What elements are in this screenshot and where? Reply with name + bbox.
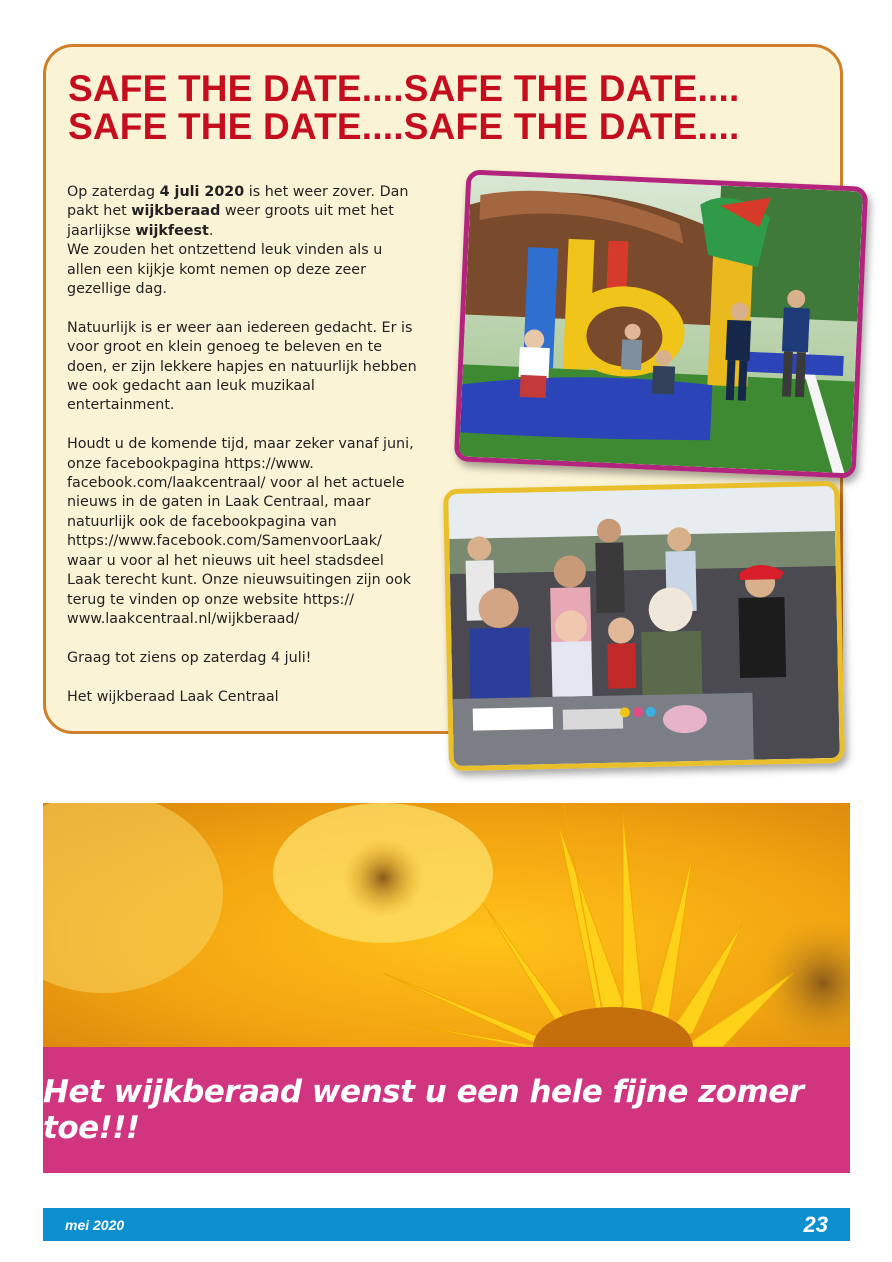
banner-strip — [43, 1047, 850, 1173]
intro-text-3: weer groots uit met het jaarlijkse — [67, 203, 394, 239]
intro-text-5: We zouden het ontzettend leuk vinden als u allen een kijkje komt nemen op deze zeer gezellige dag. — [67, 242, 383, 298]
page-number: 23 — [803, 1212, 828, 1237]
article-body — [67, 183, 417, 726]
summer-banner — [43, 803, 850, 1173]
banner-text: Het wijkberaad wenst u een hele fijne zomer toe!!! — [43, 1074, 804, 1146]
event-name: wijkfeest — [135, 222, 209, 239]
sunflower-image — [43, 803, 850, 1047]
intro-text-2: is het weer zover. Dan pakt het — [67, 184, 409, 220]
event-date: 4 juli 2020 — [159, 184, 245, 200]
footer-bar — [43, 1208, 850, 1241]
headline-line-2: SAFE THE DATE....SAFE THE DATE.... — [68, 106, 740, 147]
organizer-name: wijkberaad — [131, 203, 221, 220]
intro-text-1: Op zaterdag — [67, 184, 160, 200]
paragraph-closing: Graag tot ziens op zaterdag 4 juli! — [67, 649, 312, 666]
paragraph-signature: Het wijkberaad Laak Centraal — [67, 688, 279, 705]
paragraph-links: Houdt u de komende tijd, maar zeker vanaf juni, onze facebookpagina https://www. facebook.com/laakcentraal/ voor al het actuele nieuws in de gaten in Laak Centraal, maar natuurlijk ook de facebookpagina van https://www.facebook.com/SamenvoorLaak/ waar u voor al het nieuws uit heel stadsdeel Laak terecht kunt. Onze nieuwsuitingen zijn ook terug te vinden op onze website https:// www.laakcentraal.nl/wijkberaad/ — [67, 436, 414, 627]
bouncy-castle-photo — [454, 169, 868, 478]
headline-line-1: SAFE THE DATE....SAFE THE DATE.... — [68, 68, 740, 109]
face-painting-photo — [443, 481, 845, 771]
paragraph-intro — [67, 183, 417, 299]
paragraph-activities: Natuurlijk is er weer aan iedereen gedacht. Er is voor groot en klein genoeg te beleven en te doen, er zijn lekkere hapjes en natuurlijk hebben we ook gedacht aan leuk muzikaal entertainment. — [67, 319, 417, 414]
footer-date: mei 2020 — [65, 1217, 125, 1233]
headline — [68, 70, 828, 146]
intro-text-4: . — [208, 222, 214, 239]
